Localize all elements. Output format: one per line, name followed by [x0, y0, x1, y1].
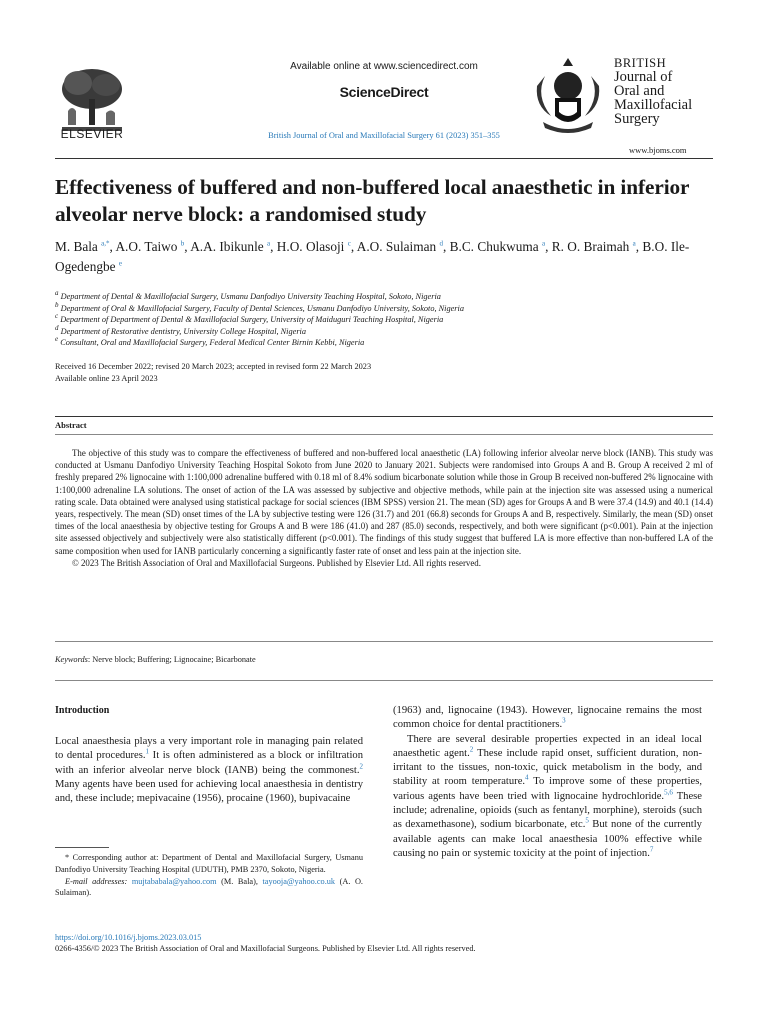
abstract-text: The objective of this study was to compare the effectiveness of buffered and non-buffered local anaesthetic (LA) following inferior alveolar nerve block (IANB). This study was conducted at Usmanu Danfodiyo University Teaching Hospital Sokoto from June 2020 to January 2021. Subjects were randomised into Groups A and B. Group A received 2 ml of freshly prepared 2% lignocaine with 1:100,000 adrenaline buffered with 0.18 ml of 8.4% sodium bicarbonate solution while those in Group B received non-buffered 2% lignocaine with 1:100,000 adrenaline LA solutions. The onset of action of the LA was assessed by subjective and objective methods, while pain at the injection site was assessed using a numerical rating scale. Data obtained were analysed using statistical package for social sciences (IBM SPSS) version 21. The mean (SD) ages for Groups A and B were 37.4 (14.9) and 40.1 (14.4) years, respectively. The mean (SD) onset times of the LA by subjective testing were 126 (31.7) and 201 (66.8) seconds for Groups A and B, respectively. Similarly, the mean (SD) onset times of the local anaesthesia by objective testing for Groups A and B were 186 (41.0) and 287 (85.0) seconds, respectively, and both were significant (p<0.001). Pain at the injection site assessed objectively and subjectively were also statistically different (p<0.001). The findings of this study suggest that buffered LA is more effective than non-buffered LA of the same composition when used for IANB particularly concerning a significantly faster rate of onset and less pain at the injection site.: [55, 448, 713, 556]
introduction-heading: Introduction: [55, 705, 110, 716]
journal-title-line: Oral and: [614, 83, 665, 99]
publisher-wordmark: ELSEVIER: [60, 127, 124, 141]
author-affiliation-mark[interactable]: a,*: [101, 239, 110, 248]
journal-title-line: Surgery: [614, 111, 660, 127]
affiliation-item: [55, 291, 715, 303]
footnote-rule: [55, 847, 109, 848]
footer-copyright: 0266-4356/© 2023 The British Association of Oral and Maxillofacial Surgeons. Published by Elsevier Ltd. All rights reserved.: [55, 944, 476, 953]
abstract-heading: Abstract: [55, 420, 87, 430]
corresponding-author-note: * Corresponding author at: Department of Dental and Maxillofacial Surgery, Usmanu Danfodiyo University Teaching Hospital (UDUTH), PMB 2370, Sokoto, Nigeria.: [55, 853, 363, 874]
affiliation-item: [55, 300, 715, 315]
citation-ref[interactable]: 3: [562, 716, 566, 725]
affiliation-key: e: [55, 335, 59, 344]
author-affiliation-mark[interactable]: d: [439, 239, 443, 248]
email-link[interactable]: mujtababala@yahoo.com: [131, 876, 217, 886]
author-affiliation-mark[interactable]: b: [180, 239, 185, 248]
paragraph-text: But none of the currently available agents can make local anaesthesia 100% effective while causing no pain or systemic toxicity at the point of injection.: [393, 819, 702, 859]
author-name: A.O. Sulaiman: [356, 239, 437, 254]
affiliation-text: Department of Restorative dentistry, University College Hospital, Nigeria: [60, 326, 306, 336]
affiliation-key: d: [55, 324, 59, 333]
intro-paragraph: [393, 704, 702, 733]
affiliation-text: Department of Dental & Maxillofacial Surgery, Usmanu Danfodiyo University Teaching Hospital, Sokoto, Nigeria: [60, 292, 441, 301]
author-name: A.A. Ibikunle: [190, 239, 264, 254]
journal-title-block: [614, 56, 692, 126]
affiliation-item: [55, 326, 715, 338]
intro-paragraph: [393, 733, 702, 862]
header-divider: [55, 158, 713, 159]
citation-ref[interactable]: 2: [469, 745, 474, 754]
footnote: [55, 852, 363, 899]
abstract-heading-rule: [55, 434, 713, 435]
affiliation-text: Department of Oral & Maxillofacial Surgery, Faculty of Dental Sciences, Usmanu Danfodiyo University, Sokoto, Nigeria: [60, 303, 464, 313]
doi-link[interactable]: https://doi.org/10.1016/j.bjoms.2023.03.015: [55, 933, 202, 942]
email-link[interactable]: tayooja@yahoo.co.uk: [262, 876, 336, 886]
keywords-line: Keywords: Nerve block; Buffering; Lignocaine; Bicarbonate: [55, 655, 256, 664]
paragraph-text: These include; adrenaline, opioids (such as fentanyl, morphine), steroids (such as dexamethasone), sodium bicarbonate, etc.: [393, 790, 702, 831]
abstract-bottom-rule: [55, 641, 713, 642]
available-date: Available online 23 April 2023: [55, 374, 158, 383]
citation-ref[interactable]: 7: [649, 845, 654, 854]
abstract-copyright: © 2023 The British Association of Oral and Maxillofacial Surgeons. Published by Elsevier Ltd. All rights reserved.: [72, 557, 481, 568]
keywords-label: Keywords: [55, 655, 88, 664]
paragraph-text: It is often administered as a block or infiltration with an inferior alveolar nerve block (IANB) being the commonest.: [55, 750, 363, 776]
author-list: M. Bala $^{a,*}$, A.O. Taiwo $^b$, A.A. Ibikunle $^a$, H.O. Olasoji $^c$, A.O. Sulaiman $^d$, B.C. Chukwuma $^a$, R. O. Braimah $^a$, B.O. Ile-Ogedengbe $^e$: [55, 239, 690, 274]
sciencedirect-brand[interactable]: ScienceDirect: [339, 84, 429, 100]
paragraph-text: There are several desirable properties expected in an ideal local anaesthetic agent.: [393, 733, 702, 759]
keywords-rule: [55, 680, 713, 681]
citation-ref[interactable]: 5,6: [664, 788, 673, 797]
affiliation-key: b: [55, 300, 59, 309]
author-name: M. Bala: [55, 239, 98, 254]
received-dates: Received 16 December 2022; revised 20 March 2023; accepted in revised form 22 March 2023: [55, 362, 372, 371]
journal-title-line: Maxillofacial: [614, 97, 693, 113]
journal-title-line: BRITISH: [614, 56, 667, 70]
journal-title-line: Journal of: [614, 69, 673, 85]
author-name: R. O. Braimah: [551, 239, 630, 254]
affiliation-list: [55, 291, 715, 349]
paragraph-text: (1963) and, lignocaine (1943). However, lignocaine remains the most common choice for dental practitioners.: [393, 705, 702, 731]
journal-citation[interactable]: British Journal of Oral and Maxillofacial Surgery 61 (2023) 351–355: [268, 131, 500, 140]
author-affiliation-mark[interactable]: e: [118, 259, 122, 268]
abstract-top-rule: [55, 416, 713, 417]
author-name: A.O. Taiwo: [115, 239, 178, 254]
keywords-text: Nerve block; Buffering; Lignocaine; Bicarbonate: [92, 655, 256, 664]
available-online-text: Available online at www.sciencedirect.com: [290, 61, 478, 72]
email-label: E-mail addresses:: [65, 876, 128, 886]
author-name: B.C. Chukwuma: [449, 239, 539, 254]
paragraph-text: Many agents have been used for achieving local anaesthesia in dentistry and, these include; mepivacaine (1956), procaine (1960), bupivacaine: [55, 778, 363, 805]
paragraph-text: These include rapid onset, sufficient duration, non-irritant to the tissues, non-toxic, quick metabolism in the body, and stability at room temperature.: [393, 747, 703, 788]
affiliation-item: [55, 314, 715, 326]
author-name: H.O. Olasoji: [276, 239, 345, 254]
email-owner: (A. O. Sulaiman).: [55, 876, 364, 898]
affiliation-key: a: [55, 289, 59, 298]
affiliation-key: c: [55, 312, 59, 321]
citation-ref[interactable]: 2: [359, 762, 363, 771]
email-owner: (M. Bala),: [216, 876, 263, 886]
right-column: [393, 704, 702, 861]
left-column: [55, 735, 363, 806]
email-note: [55, 876, 363, 900]
abstract-body: [55, 447, 713, 569]
journal-url[interactable]: www.bjoms.com: [629, 145, 687, 155]
intro-paragraph: [55, 735, 363, 806]
author-affiliation-mark[interactable]: a: [632, 239, 636, 248]
citation-ref[interactable]: 5: [585, 816, 589, 825]
citation-ref[interactable]: 1: [145, 747, 150, 756]
paragraph-text: To improve some of these properties, various agents have been tried with lignocaine hydrochloride.: [393, 776, 702, 802]
affiliation-text: Consultant, Oral and Maxillofacial Surgery, Federal Medical Center Birnin Kebbi, Nigeria: [60, 338, 365, 348]
affiliation-text: Department of Department of Dental & Maxillofacial Surgery, University of Maiduguri Teaching Hospital, Nigeria: [60, 315, 444, 325]
bjoms-crest-logo: [525, 56, 611, 138]
author-name: B.O. Ile-Ogedengbe: [55, 239, 690, 274]
author-affiliation-mark[interactable]: c: [347, 239, 351, 248]
article-dates: [55, 361, 715, 385]
author-affiliation-mark[interactable]: a: [267, 239, 271, 248]
author-affiliation-mark[interactable]: a: [541, 239, 546, 248]
citation-ref[interactable]: 4: [525, 773, 529, 782]
affiliation-item: [55, 337, 715, 349]
paragraph-text: Local anaesthesia plays a very important role in managing pain related to dental procedures.: [55, 736, 363, 762]
article-title: Effectiveness of buffered and non-buffered local anaesthetic in inferior alveolar nerve block: a randomised study: [55, 175, 690, 226]
